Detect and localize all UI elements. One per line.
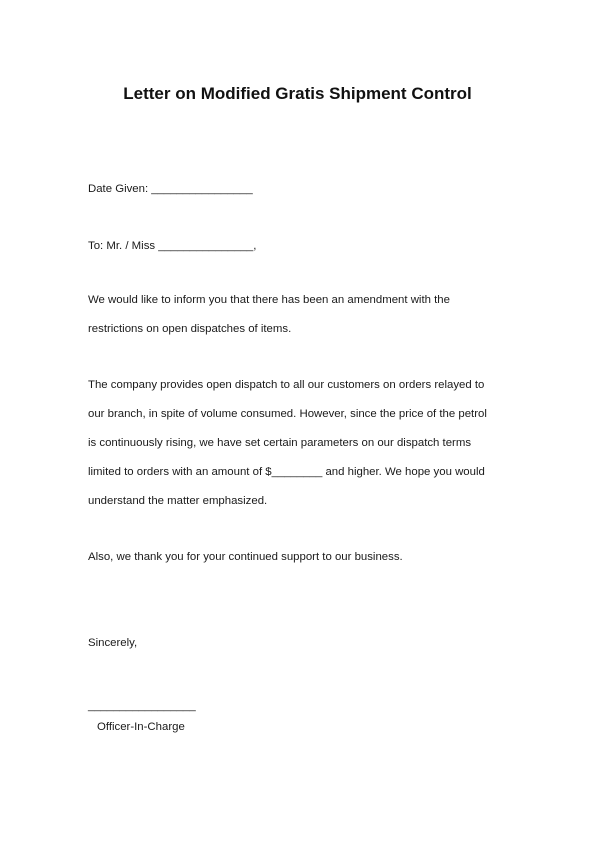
recipient-line: To: Mr. / Miss _______________, <box>88 240 257 252</box>
paragraph-line: limited to orders with an amount of $________ and higher. We hope you would <box>88 466 485 478</box>
paragraph-amendment <box>88 286 508 344</box>
paragraph-line: our branch, in spite of volume consumed. However, since the price of the petrol <box>88 408 487 420</box>
signature-line: _________________ <box>88 700 196 712</box>
paragraph-dispatch-terms <box>88 371 508 516</box>
paragraph-line: We would like to inform you that there has been an amendment with the <box>88 294 450 306</box>
paragraph-line: The company provides open dispatch to all our customers on orders relayed to <box>88 379 485 391</box>
signatory-title: Officer-In-Charge <box>97 721 185 733</box>
paragraph-thanks: Also, we thank you for your continued support to our business. <box>88 551 403 563</box>
paragraph-line: is continuously rising, we have set certain parameters on our dispatch terms <box>88 437 472 449</box>
paragraph-line: understand the matter emphasized. <box>88 495 268 507</box>
letter-title: Letter on Modified Gratis Shipment Control <box>123 84 472 103</box>
date-line: Date Given: ________________ <box>88 183 253 195</box>
closing: Sincerely, <box>88 637 138 649</box>
paragraph-line: restrictions on open dispatches of items. <box>88 323 292 335</box>
